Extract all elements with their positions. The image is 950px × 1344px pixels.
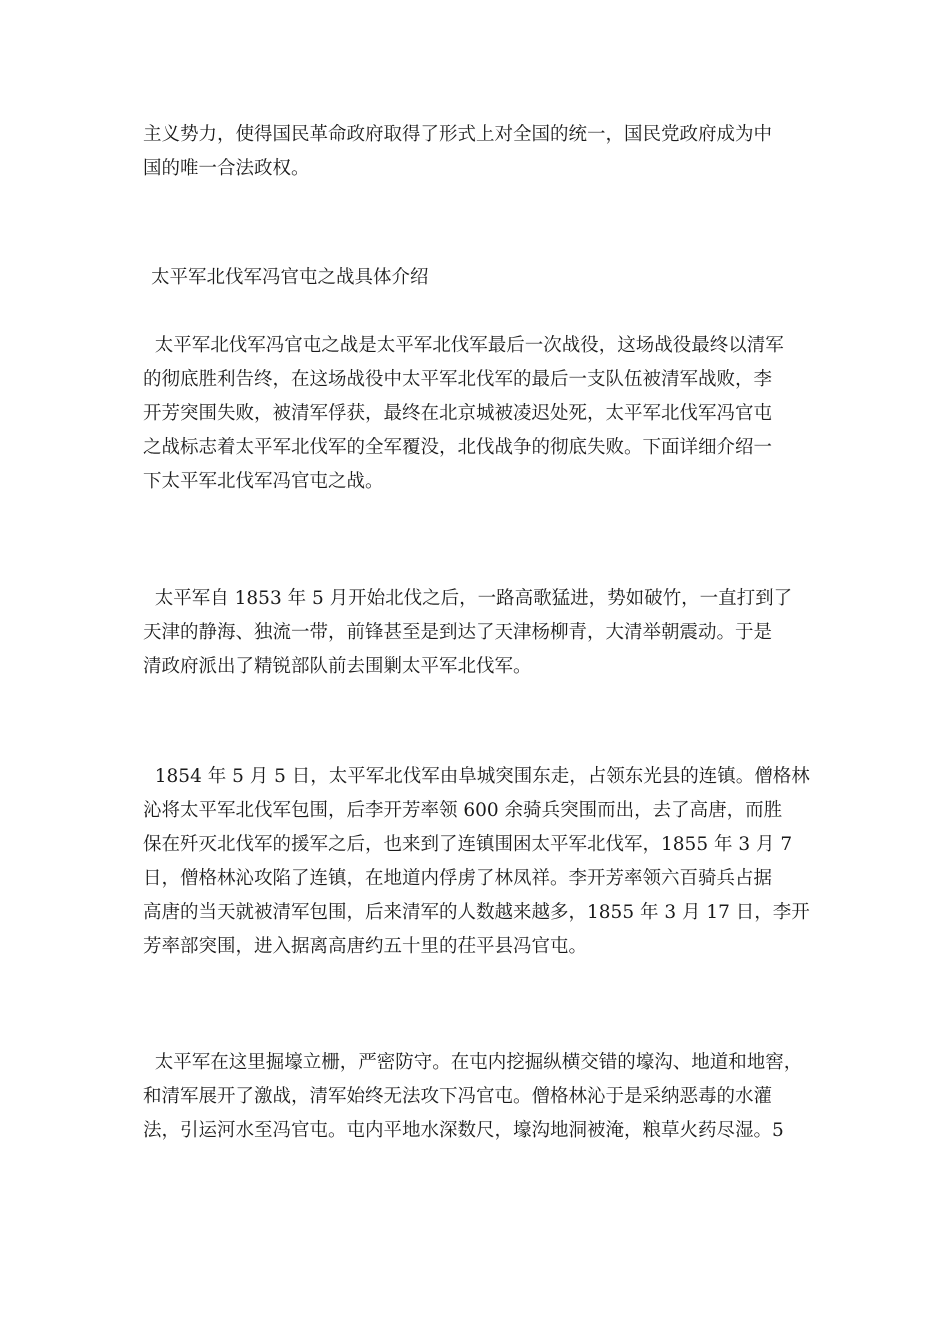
text-line: 太平军在这里掘壕立栅，严密防守。在屯内挖掘纵横交错的壕沟、地道和地窖， [143, 1052, 803, 1073]
text-line: 沁将太平军北伐军包围，后李开芳率领 600 余骑兵突围而出，去了高唐，而胜 [143, 800, 783, 821]
text-line: 日，僧格林沁攻陷了连镇，在地道内俘虏了林凤祥。李开芳率领六百骑兵占据 [143, 868, 773, 889]
text-line: 芳率部突围，进入据离高唐约五十里的茌平县冯官屯。 [143, 936, 588, 957]
paragraph-1854 [143, 760, 823, 964]
text-line: 高唐的当天就被清军包围，后来清军的人数越来越多，1855 年 3 月 17 日，李开 [143, 902, 810, 923]
text-line: 和清军展开了激战，清军始终无法攻下冯官屯。僧格林沁于是采纳恶毒的水灌 [143, 1086, 773, 1107]
section-heading [143, 261, 823, 295]
text-line: 1854 年 5 月 5 日，太平军北伐军由阜城突围东走，占领东光县的连镇。僧格林 [143, 766, 810, 787]
paragraph-1853 [143, 582, 823, 684]
text-line: 主义势力，使得国民革命政府取得了形式上对全国的统一，国民党政府成为中 [143, 124, 773, 145]
paragraph-fengguantun [143, 1046, 823, 1148]
text-line: 天津的静海、独流一带，前锋甚至是到达了天津杨柳青，大清举朝震动。于是 [143, 622, 773, 643]
text-line: 法，引运河水至冯官屯。屯内平地水深数尺，壕沟地洞被淹，粮草火药尽湿。5 [143, 1120, 784, 1141]
text-line: 太平军北伐军冯官屯之战是太平军北伐军最后一次战役，这场战役最终以清军 [143, 335, 784, 356]
paragraph-overview [143, 329, 823, 499]
text-line: 国的唯一合法政权。 [143, 158, 310, 179]
text-line: 开芳突围失败，被清军俘获，最终在北京城被凌迟处死，太平军北伐军冯官屯 [143, 403, 773, 424]
heading-text: 太平军北伐军冯官屯之战具体介绍 [151, 267, 429, 288]
text-line: 的彻底胜利告终，在这场战役中太平军北伐军的最后一支队伍被清军战败，李 [143, 369, 773, 390]
paragraph-intro [143, 118, 823, 186]
text-line: 太平军自 1853 年 5 月开始北伐之后，一路高歌猛进，势如破竹，一直打到了 [143, 588, 793, 609]
text-line: 之战标志着太平军北伐军的全军覆没，北伐战争的彻底失败。下面详细介绍一 [143, 437, 773, 458]
text-line: 下太平军北伐军冯官屯之战。 [143, 471, 384, 492]
text-line: 保在歼灭北伐军的援军之后，也来到了连镇围困太平军北伐军，1855 年 3 月 7 [143, 834, 793, 855]
text-line: 清政府派出了精锐部队前去围剿太平军北伐军。 [143, 656, 532, 677]
